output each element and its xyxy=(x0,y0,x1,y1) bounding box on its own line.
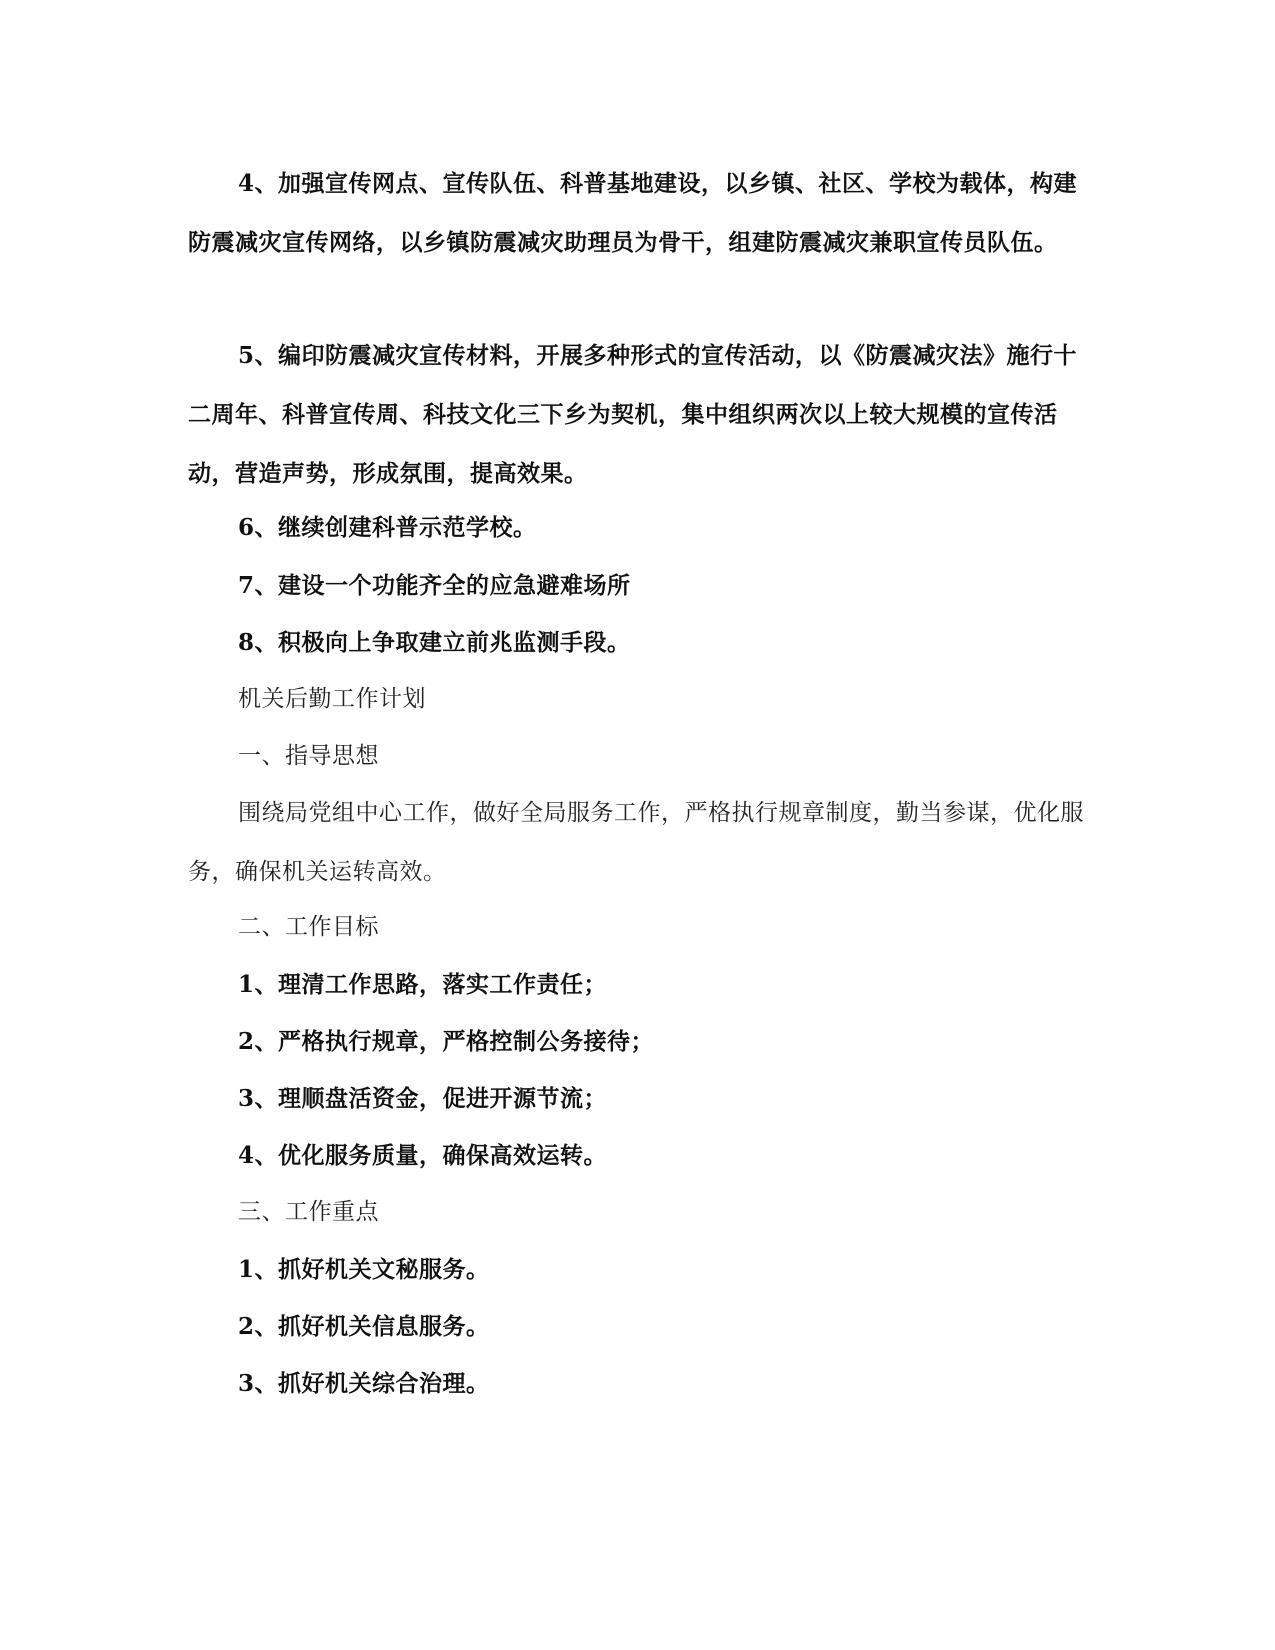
heading-work-goals: 二、工作目标 xyxy=(238,914,379,940)
paragraph-item-7-shelter: 7、建设一个功能齐全的应急避难场所 xyxy=(238,572,631,599)
focus-item-3: 3、抓好机关综合治理。 xyxy=(238,1370,490,1397)
goal-item-4: 4、优化服务质量，确保高效运转。 xyxy=(238,1142,608,1169)
heading-guiding-ideology: 一、指导思想 xyxy=(238,743,379,769)
paragraph-guiding-ideology: 围绕局党组中心工作，做好全局服务工作，严格执行规章制度，勤当参谋，优化服务，确保机关运转高效。 xyxy=(188,800,1084,885)
paragraph-item-8-monitoring: 8、积极向上争取建立前兆监测手段。 xyxy=(238,629,631,656)
paragraph-item-6-science-school: 6、继续创建科普示范学校。 xyxy=(238,514,537,541)
goal-item-3: 3、理顺盘活资金，促进开源节流； xyxy=(238,1085,608,1112)
paragraph-item-4-publicity-network: 4、加强宣传网点、宣传队伍、科普基地建设，以乡镇、社区、学校为载体，构建防震减灾宣传网络，以乡镇防震减灾助理员为骨干，组建防震减灾兼职宣传员队伍。 xyxy=(188,170,1078,256)
section-title: 机关后勤工作计划 xyxy=(238,686,426,712)
paragraph-item-5-publicity-materials: 5、编印防震减灾宣传材料，开展多种形式的宣传活动，以《防震减灾法》施行十二周年、科普宣传周、科技文化三下乡为契机，集中组织两次以上较大规模的宣传活动，营造声势，形成氛围，提高效果。 xyxy=(188,342,1078,487)
focus-item-1: 1、抓好机关文秘服务。 xyxy=(238,1256,490,1283)
goal-item-2: 2、严格执行规章，严格控制公务接待； xyxy=(238,1028,655,1055)
focus-item-2: 2、抓好机关信息服务。 xyxy=(238,1313,490,1340)
heading-work-focus: 三、工作重点 xyxy=(238,1199,379,1225)
goal-item-1: 1、理清工作思路，落实工作责任； xyxy=(238,971,608,998)
